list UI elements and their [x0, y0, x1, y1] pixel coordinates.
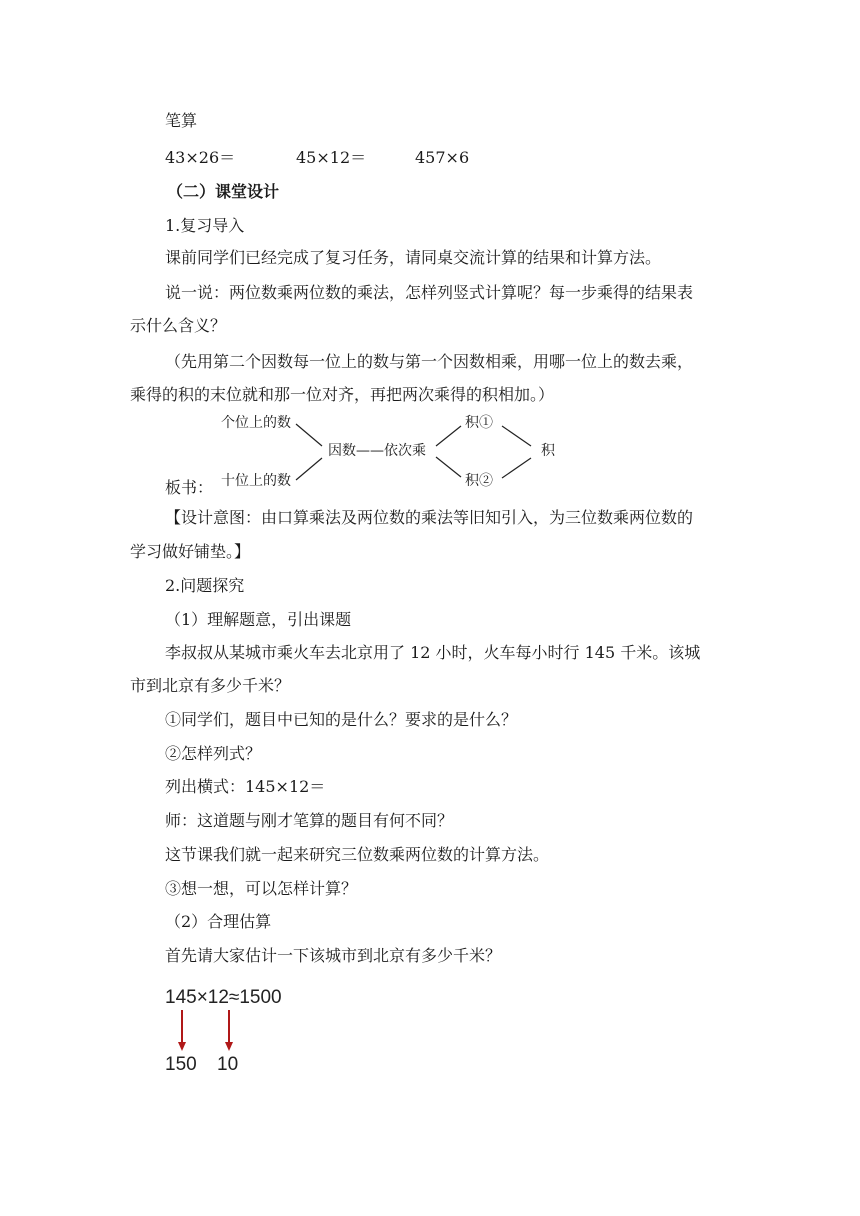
problem-line-2: 市到北京有多少千米？ [130, 676, 291, 695]
subsection-1: （1）理解题意，引出课题 [165, 610, 352, 629]
design-intent-line-1: 【设计意图：由口算乘法及两位数的乘法等旧知引入，为三位数乘两位数的 [165, 508, 694, 527]
diagram-product: 积 [541, 443, 555, 459]
diagram-tens-digit: 十位上的数 [221, 473, 291, 489]
problem-line-1: 李叔叔从某城市乘火车去北京用了 12 小时，火车每小时行 145 千米。该城 [165, 643, 701, 662]
arrow-145-to-150 [178, 1010, 186, 1051]
exercise-3: 457×6 [415, 148, 470, 167]
say-line-1: 说一说：两位数乘两位数的乘法，怎样列竖式计算呢？每一步乘得的结果表 [165, 283, 694, 302]
exercise-2: 45×12＝ [296, 148, 367, 167]
question-2: ②怎样列式？ [165, 744, 262, 763]
arrow-12-to-10 [225, 1010, 233, 1051]
diagram-ones-digit: 个位上的数 [221, 415, 291, 431]
review-task: 课前同学们已经完成了复习任务，请同桌交流计算的结果和计算方法。 [165, 248, 662, 267]
method-line-1: （先用第二个因数每一位上的数与第一个因数相乘，用哪一位上的数去乘， [165, 352, 694, 371]
method-line-2: 乘得的积的末位就和那一位对齐，再把两次乘得的积相加。） [130, 385, 555, 404]
heading-written-calculation: 笔算 [165, 111, 198, 130]
exercise-1: 43×26＝ [165, 148, 236, 167]
question-1: ①同学们，题目中已知的是什么？要求的是什么？ [165, 710, 518, 729]
say-line-2: 示什么含义？ [130, 316, 227, 335]
diagram-product-2: 积② [465, 473, 493, 489]
estimate-round-a: 150 [165, 1054, 197, 1075]
step-1-heading: 1.复习导入 [165, 216, 245, 235]
teacher-question: 师：这道题与刚才笔算的题目有何不同？ [165, 811, 454, 830]
estimate-equation: 145×12≈1500 [165, 987, 282, 1008]
lesson-intro: 这节课我们就一起来研究三位数乘两位数的计算方法。 [165, 845, 550, 864]
estimate-round-b: 10 [217, 1054, 239, 1075]
horizontal-expression: 列出横式：145×12＝ [165, 777, 326, 796]
board-label: 板书： [165, 478, 214, 497]
estimate-prompt: 首先请大家估计一下该城市到北京有多少千米？ [165, 946, 502, 965]
subsection-2: （2）合理估算 [165, 912, 272, 931]
question-3: ③想一想，可以怎样计算？ [165, 879, 358, 898]
section-title: （二）课堂设计 [167, 182, 280, 201]
design-intent-line-2: 学习做好铺垫。】 [130, 542, 251, 561]
diagram-middle: 因数——依次乘 [328, 443, 426, 459]
step-2-heading: 2.问题探究 [165, 576, 245, 595]
diagram-product-1: 积① [465, 415, 493, 431]
